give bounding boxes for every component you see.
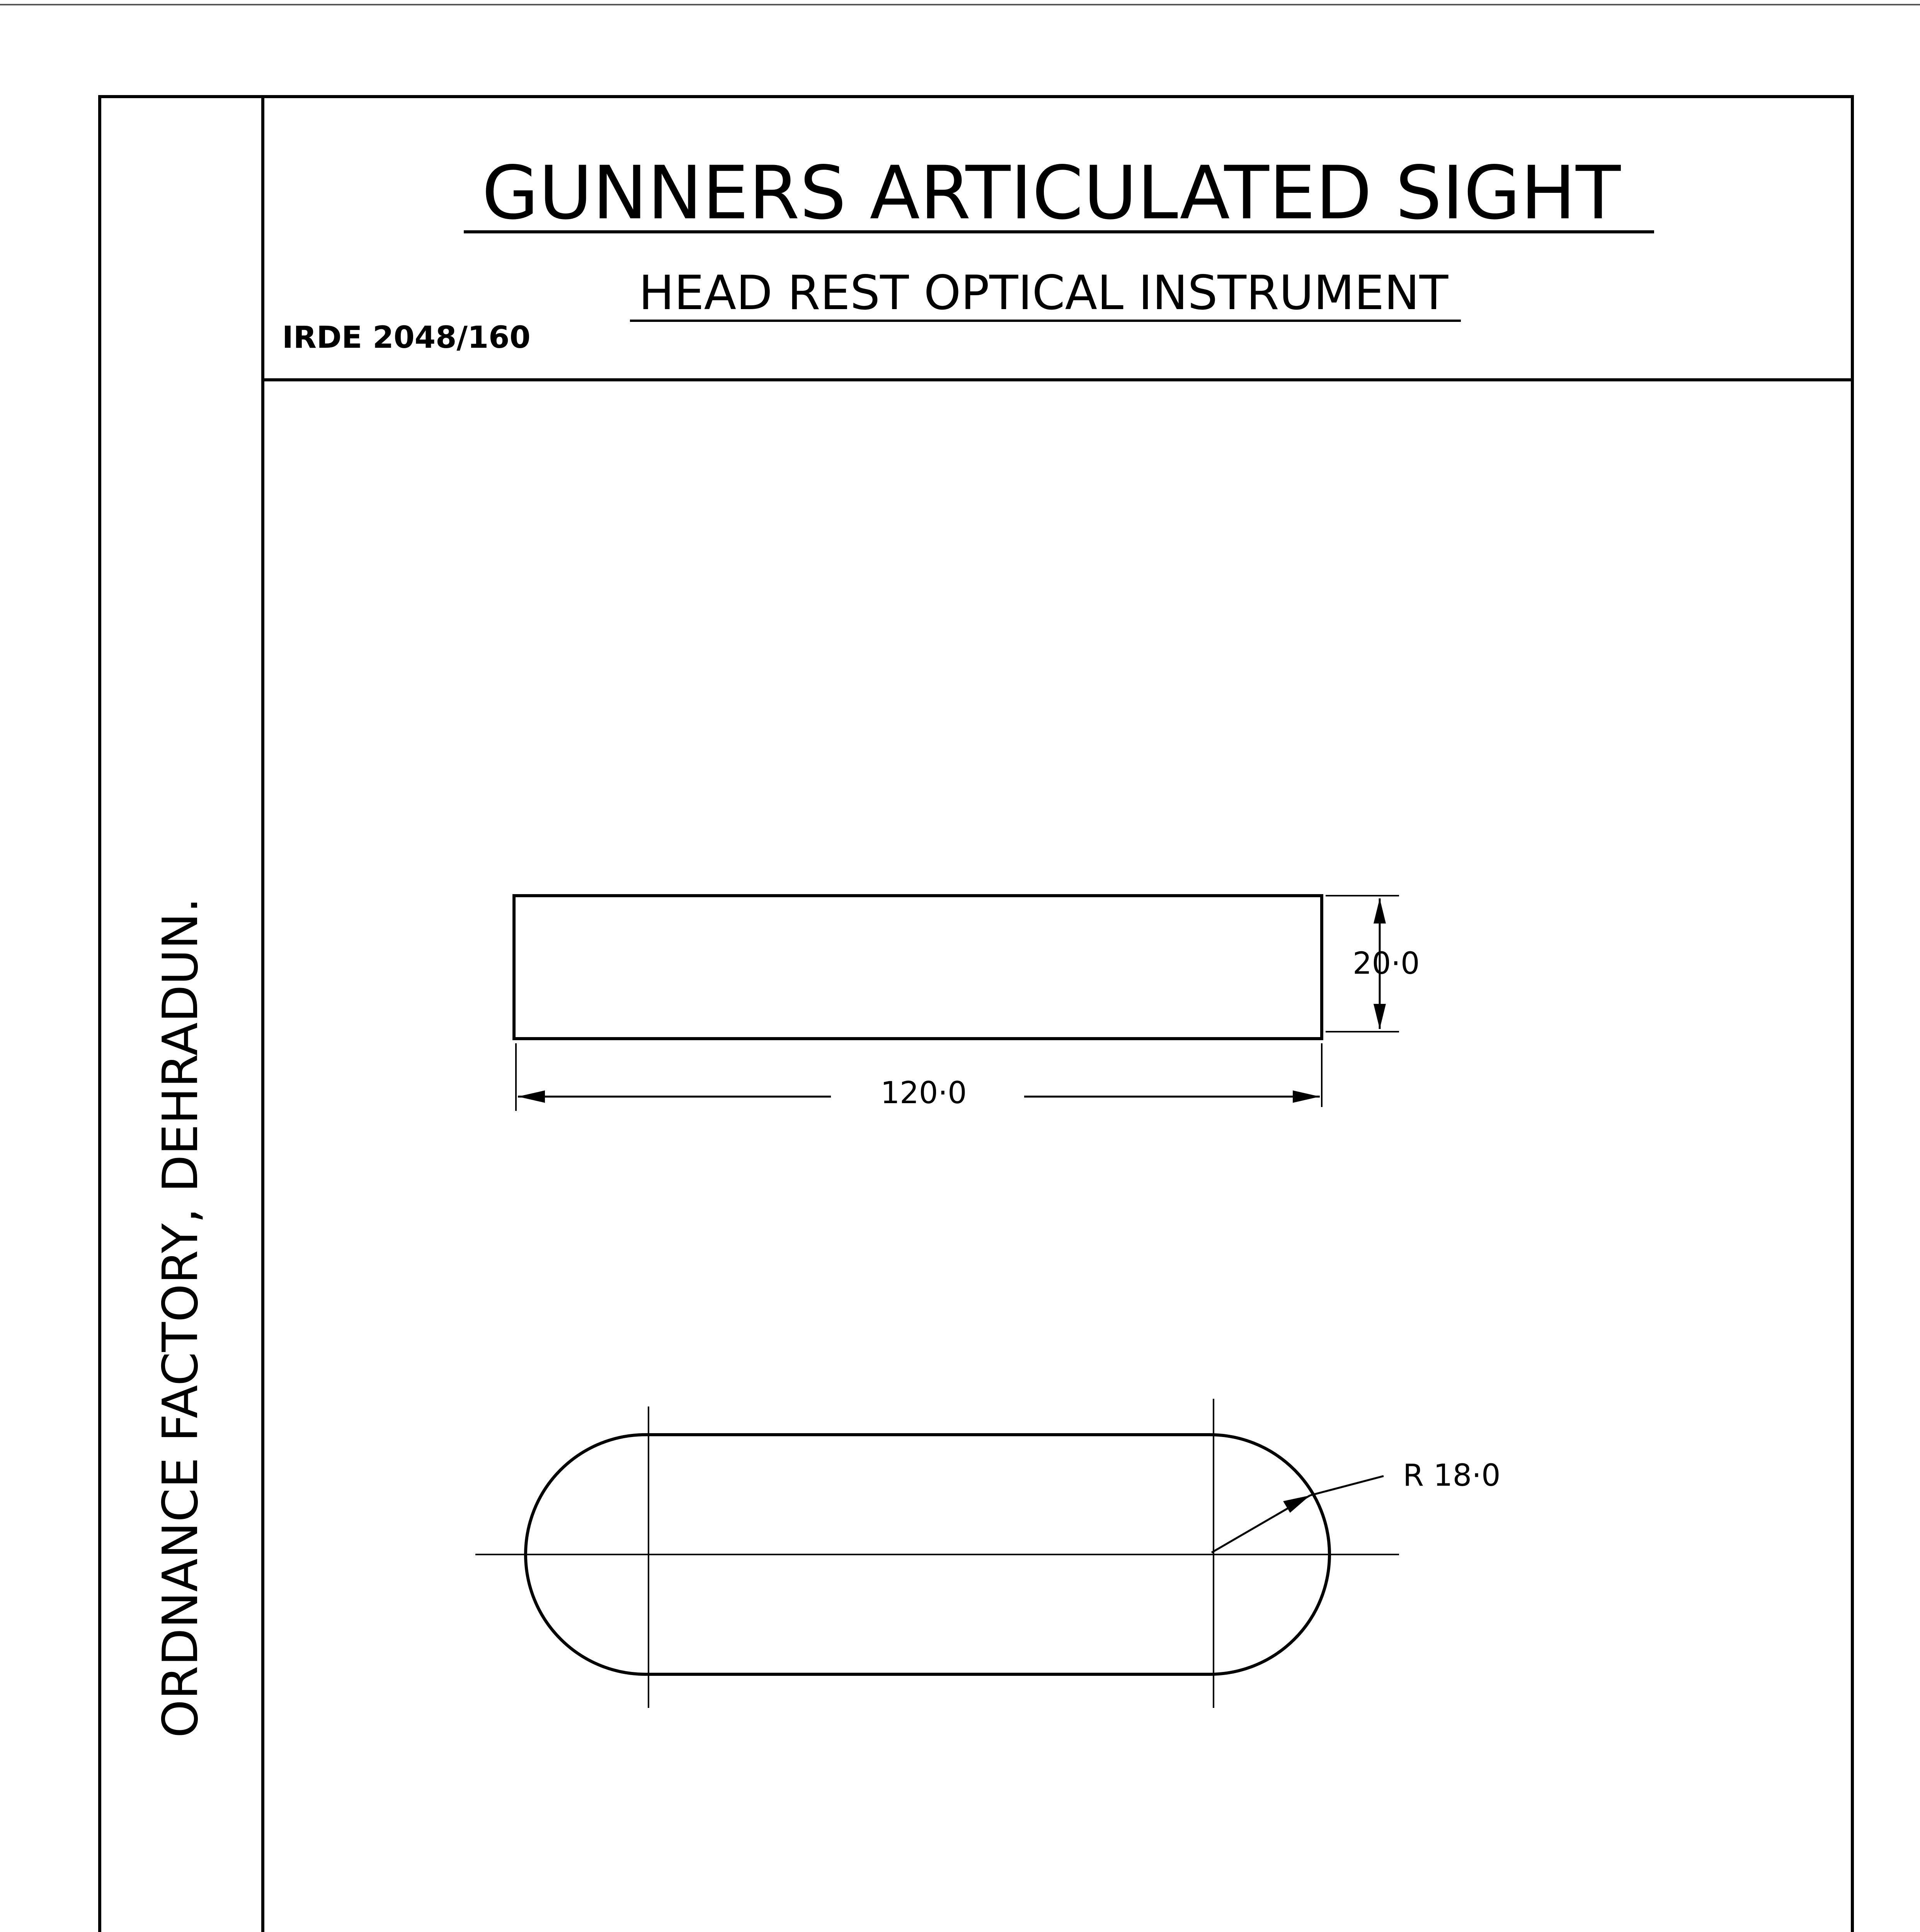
page-subtitle: HEAD REST OPTICAL INSTRUMENT [638, 265, 1449, 320]
height-arrow-top [1374, 898, 1386, 923]
height-dimension-label: 20·0 [1353, 946, 1420, 981]
radius-leader-tail [1310, 1476, 1384, 1495]
radius-arrow [1283, 1495, 1310, 1513]
length-arrow-left [518, 1090, 545, 1103]
outer-border [100, 97, 1852, 1932]
radius-dimension-label: R 18·0 [1403, 1458, 1501, 1493]
length-dimension-label: 120·0 [880, 1076, 967, 1111]
length-arrow-right [1293, 1090, 1320, 1103]
part-rectangle-view [514, 896, 1322, 1039]
height-arrow-bottom [1374, 1004, 1386, 1029]
page-title: GUNNERS ARTICULATED SIGHT [482, 150, 1621, 236]
side-label: ORDNANCE FACTORY, DEHRADUN. [152, 897, 209, 1738]
reference-number: IRDE 2048/160 [282, 320, 531, 355]
